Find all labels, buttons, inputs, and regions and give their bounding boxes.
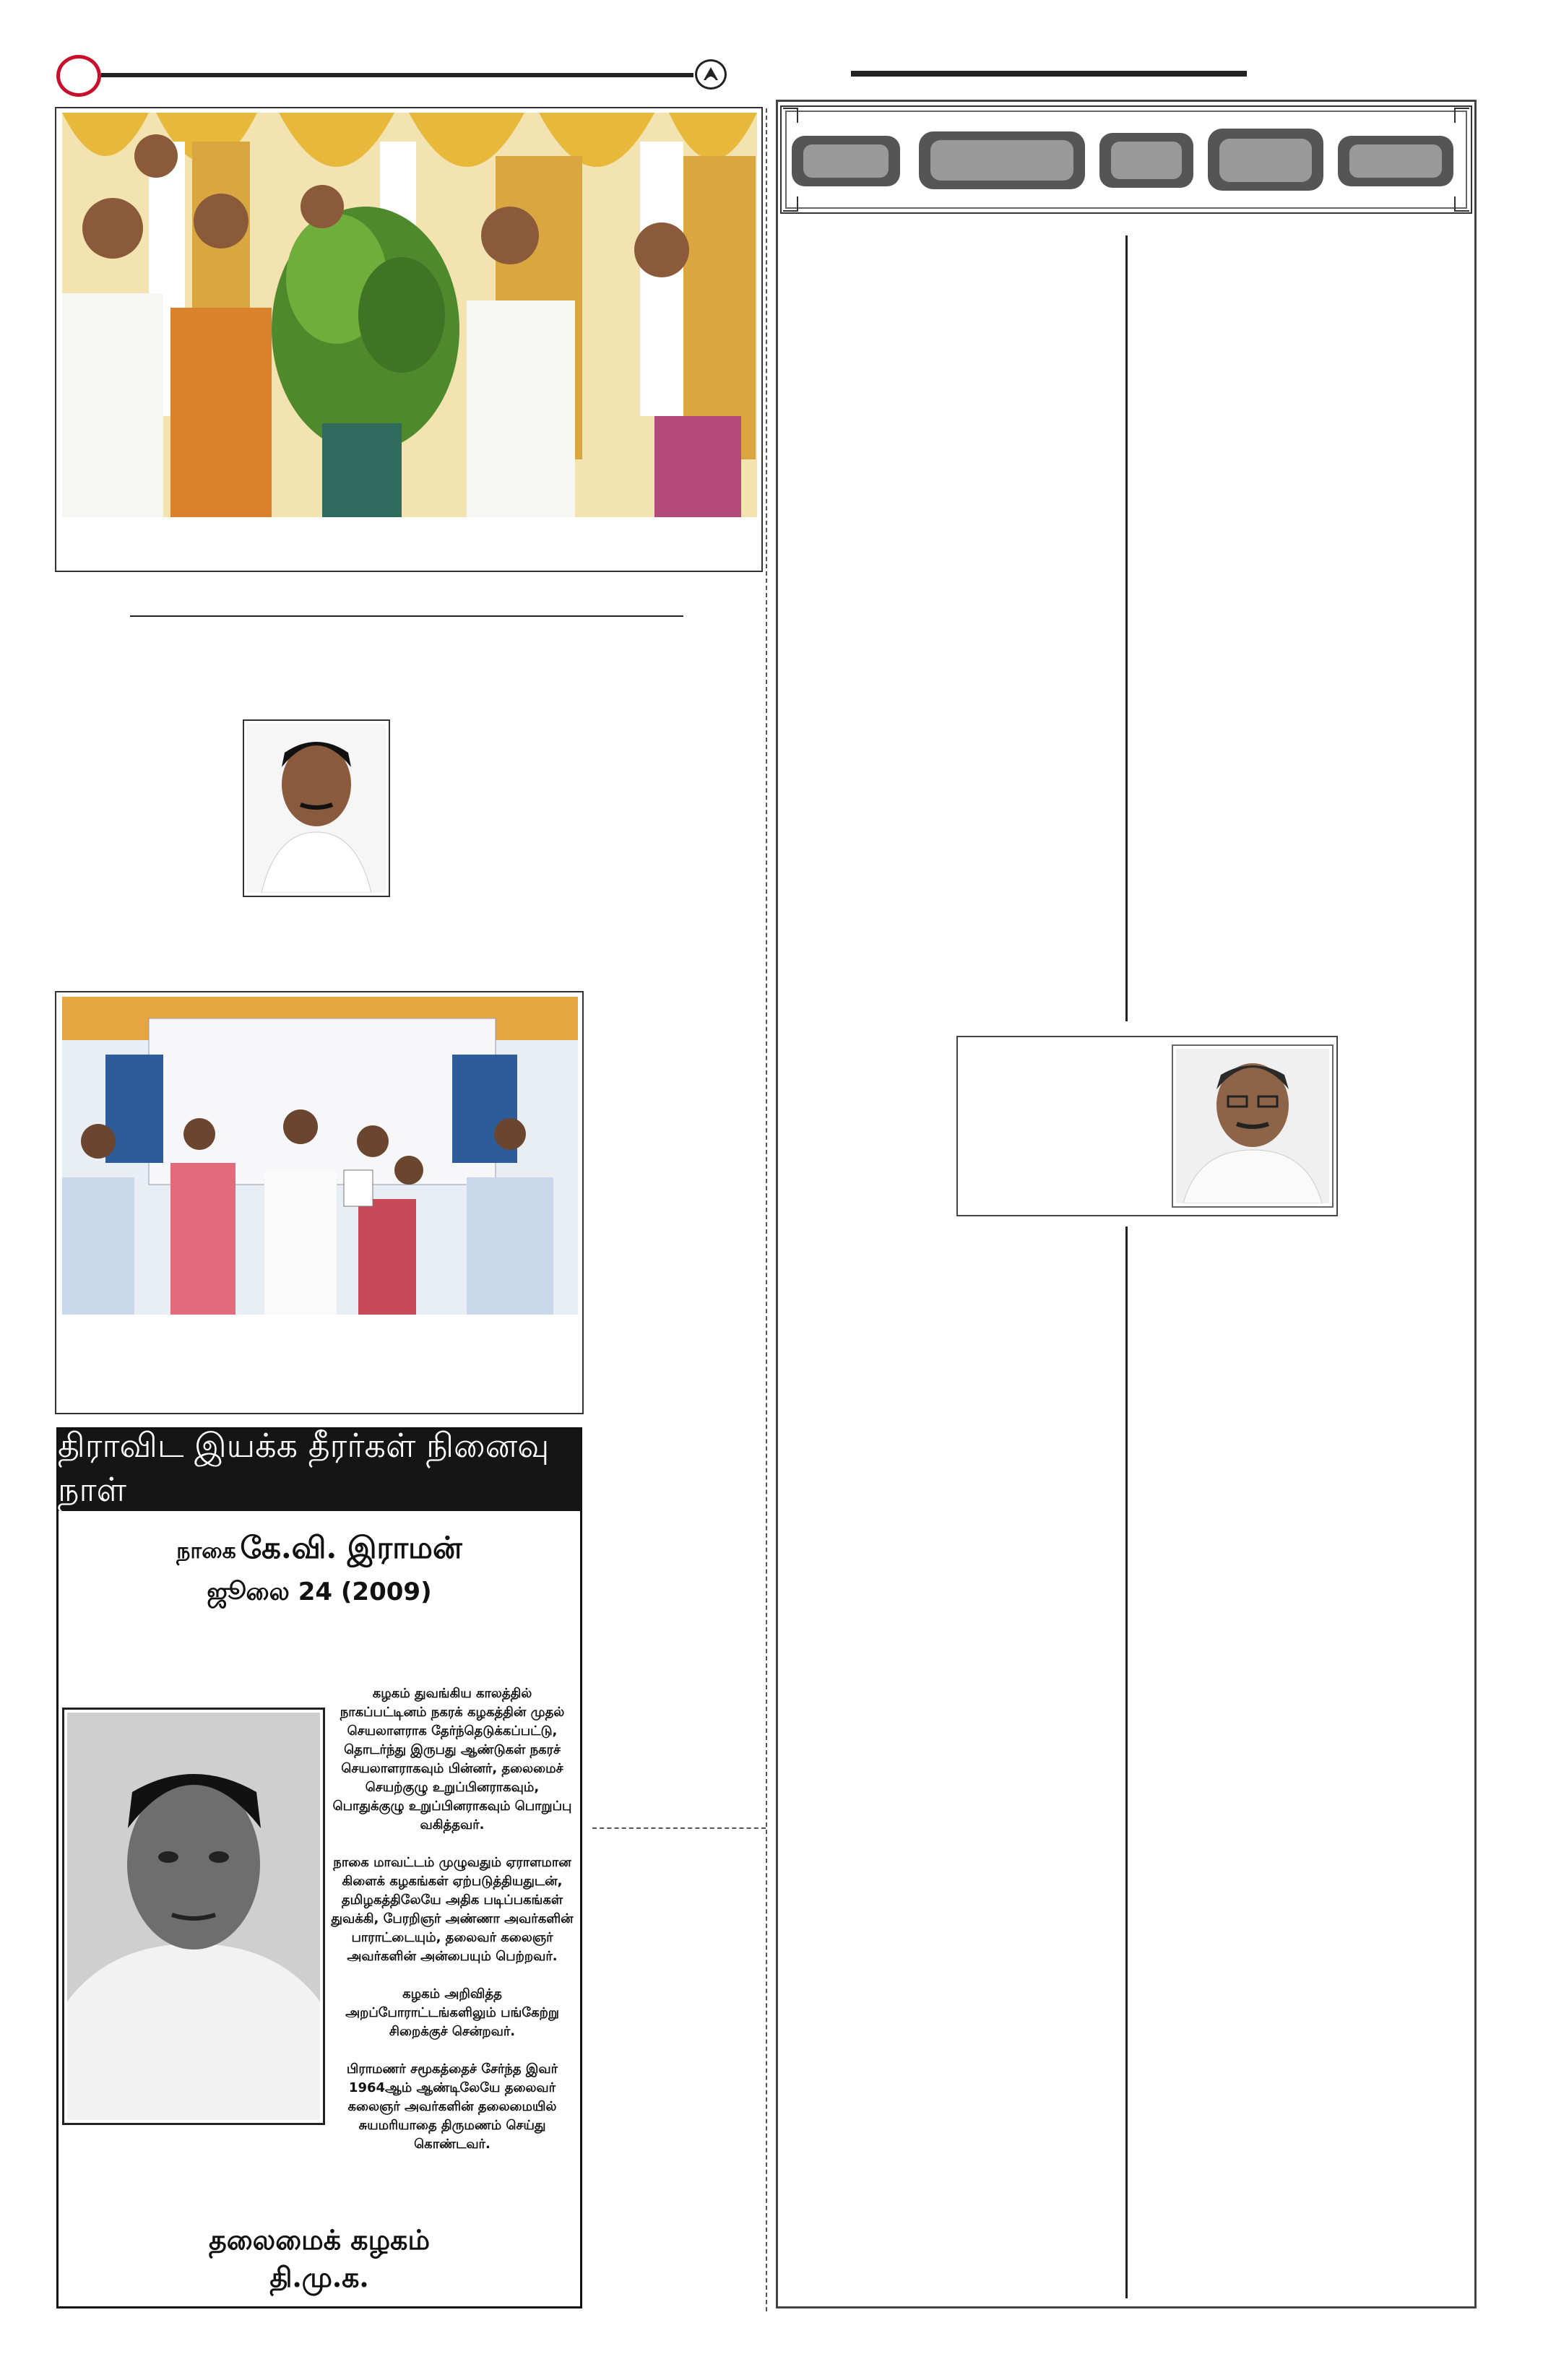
photo-frame-2: [55, 991, 584, 1414]
rising-sun-emblem-icon: [695, 59, 727, 90]
header-rule-left: [101, 73, 693, 77]
memorial-footer-2: தி.மு.க.: [269, 2261, 369, 2293]
right-column-divider-top: [1125, 235, 1128, 1021]
right-column-divider-bottom: [1125, 1226, 1128, 2298]
event-photo-2: [62, 997, 578, 1315]
section-rule: [130, 615, 683, 617]
inset-portrait-photo: [1176, 1049, 1329, 1203]
inset-portrait-frame: [1172, 1044, 1334, 1208]
portrait-photo-1: [247, 724, 386, 893]
memorial-bio: [331, 1684, 574, 2173]
header-red-circle-icon: [56, 55, 101, 97]
bio-paragraph: கழகம் துவங்கிய காலத்தில் நாகப்பட்டினம் நகரக் கழகத்தின் முதல் செயலாளராக தேர்ந்தெடுக்கப்பட்டு, தொடர்ந்து இருபது ஆண்டுகள் நகரச் செயலாளராகவும் பின்னர், தலைமைச் செயற்குழு உறுப்பினராகவும், பொதுக்குழு உறுப்பினராகவும் பொறுப்பு வகித்தவர்.: [332, 1686, 572, 1832]
memorial-date: ஜூலை 24 (2009): [207, 1578, 432, 1606]
portrait-frame-1: [243, 719, 390, 897]
memorial-portrait-photo: [67, 1713, 320, 2120]
column-divider: [766, 108, 767, 2311]
memorial-header: திராவிட இயக்க தீரர்கள் நினைவு நாள்: [58, 1429, 581, 1511]
bio-paragraph: பிராமணர் சமூகத்தைச் சேர்ந்த இவர் 1964ஆம் ஆண்டிலேயே தலைவர் கலைஞர் அவர்களின் தலைமையில் சுயமரியாதை திருமணம் செய்து கொண்டவர்.: [346, 2061, 558, 2152]
memorial-portrait-frame: [62, 1708, 325, 2125]
bio-paragraph: நாகை மாவட்டம் முழுவதும் ஏராளமான கிளைக் கழகங்கள் ஏற்படுத்தியதுடன், தமிழகத்திலேயே அதிக படிப்பகங்கள் துவக்கி, பேரறிஞர் அண்ணா அவர்களின் பாராட்டையும், தலைவர் கலைஞர் அவர்களின் அன்பையும் பெற்றவர்.: [331, 1855, 574, 1964]
photo-frame-1: [55, 107, 763, 572]
bio-paragraph: கழகம் அறிவித்த அறப்போராட்டங்களிலும் பங்கேற்று சிறைக்குச் சென்றவர்.: [345, 1986, 559, 2039]
column-title-banner: [780, 105, 1472, 214]
memorial-name-prefix: நாகை: [176, 1539, 236, 1564]
memorial-name-main: கே.வி. இராமன்: [240, 1530, 462, 1565]
memorial-name: [58, 1530, 581, 1570]
dashed-leader: [592, 1827, 766, 1829]
ceremony-photo-1: [62, 113, 757, 517]
memorial-footer-1: தலைமைக் கழகம்: [208, 2223, 431, 2256]
header-rule-right: [851, 71, 1247, 77]
